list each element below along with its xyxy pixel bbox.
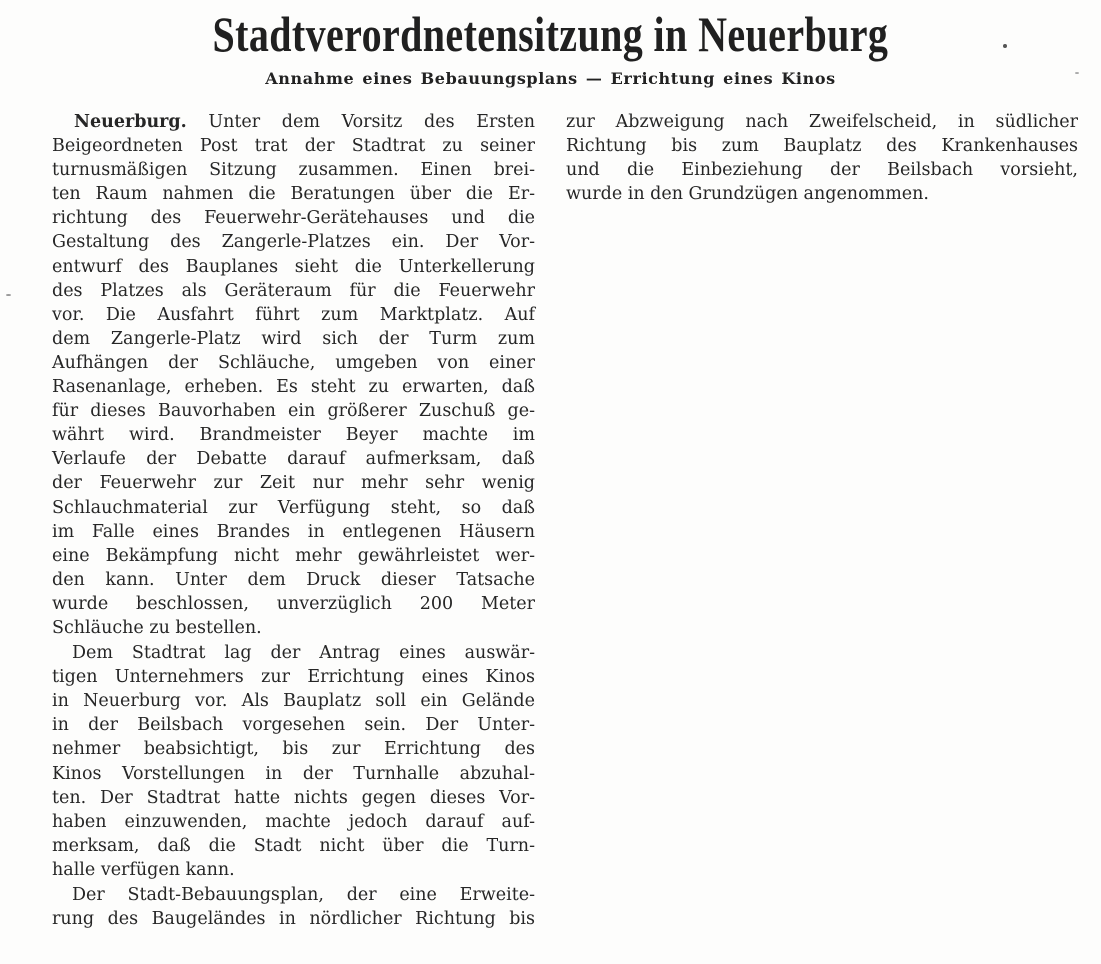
text-line: in der Beilsbach vorgesehen sein. Der Unter- xyxy=(52,715,535,736)
text-line: tigen Unternehmers zur Errichtung eines Kinos xyxy=(52,667,535,688)
text-line: der Feuerwehr zur Zeit nur mehr sehr wenig xyxy=(52,473,535,494)
text-line: Kinos Vorstellungen in der Turnhalle abzuhal- xyxy=(52,763,535,784)
print-speck xyxy=(1075,72,1079,74)
article-subheadline: Annahme eines Bebauungsplans — Errichtung eines Kinos xyxy=(265,69,836,88)
text-line: Verlaufe der Debatte darauf aufmerksam, daß xyxy=(52,449,535,470)
text-line: im Falle eines Brandes in entlegenen Häusern xyxy=(52,521,535,542)
text-line: richtung des Feuerwehr-Gerätehauses und die xyxy=(52,208,535,229)
text-line: ten Raum nahmen die Beratungen über die Er- xyxy=(52,184,535,205)
text-line: Schläuche zu bestellen. xyxy=(52,617,262,638)
paragraph-1 xyxy=(52,110,535,640)
text-line: entwurf des Bauplanes sieht die Unterkellerung xyxy=(52,256,535,277)
text-line: Dem Stadtrat lag der Antrag eines auswär- xyxy=(72,643,535,664)
text-line: ten. Der Stadtrat hatte nichts gegen dieses Vor- xyxy=(52,787,535,808)
print-speck xyxy=(6,294,11,296)
text-line: vor. Die Ausfahrt führt zum Marktplatz. Auf xyxy=(52,304,535,325)
text-line: eine Bekämpfung nicht mehr gewährleistet wer- xyxy=(52,545,535,566)
paragraph-2 xyxy=(52,641,535,882)
article-column-left xyxy=(52,110,535,931)
text-line: halle verfügen kann. xyxy=(52,859,235,880)
text-line: und die Einbeziehung der Beilsbach vorsieht, xyxy=(566,160,1078,181)
text-line: zur Abzweigung nach Zweifelscheid, in südlicher xyxy=(566,112,1078,132)
text-line: wurde in den Grundzügen angenommen. xyxy=(566,184,929,205)
text-line: für dieses Bauvorhaben ein größerer Zuschuß ge- xyxy=(52,401,535,422)
text-line: Gestaltung des Zangerle-Platzes ein. Der Vor- xyxy=(52,232,535,253)
print-speck xyxy=(1003,44,1007,48)
text-line: des Platzes als Geräteraum für die Feuerwehr xyxy=(52,280,535,301)
article-headline: Stadtverordnetensitzung in Neuerburg xyxy=(212,6,889,62)
text-line: merksam, daß die Stadt nicht über die Turn- xyxy=(52,835,535,856)
text-line: haben einzuwenden, machte jedoch darauf auf- xyxy=(52,811,535,832)
paragraph-3-continued xyxy=(566,110,1078,206)
text-line: wurde beschlossen, unverzüglich 200 Meter xyxy=(52,593,535,614)
article-column-right xyxy=(566,110,1078,206)
text-line: nehmer beabsichtigt, bis zur Errichtung des xyxy=(52,739,535,760)
text-line: währt wird. Brandmeister Beyer machte im xyxy=(52,425,535,446)
lead-word: Neuerburg. xyxy=(74,112,187,132)
text-line: dem Zangerle-Platz wird sich der Turm zum xyxy=(52,328,535,349)
text-line: Rasenanlage, erheben. Es steht zu erwarten, daß xyxy=(52,377,535,398)
paragraph-3 xyxy=(52,883,535,931)
text-line: Beigeordneten Post trat der Stadtrat zu seiner xyxy=(52,136,535,157)
text-line: rung des Baugeländes in nördlicher Richtung bis xyxy=(52,909,535,930)
text-line: in Neuerburg vor. Als Bauplatz soll ein Gelände xyxy=(52,691,535,712)
text-line: Aufhängen der Schläuche, umgeben von einer xyxy=(52,352,535,373)
text-line: Richtung bis zum Bauplatz des Krankenhauses xyxy=(566,136,1078,157)
text-line: Der Stadt-Bebauungsplan, der eine Erweite- xyxy=(72,885,535,905)
text-line: Schlauchmaterial zur Verfügung steht, so daß xyxy=(52,497,535,518)
text-line: turnusmäßigen Sitzung zusammen. Einen brei- xyxy=(52,160,535,181)
text-line: Neuerburg. Unter dem Vorsitz des Ersten xyxy=(74,112,535,132)
text-line: den kann. Unter dem Druck dieser Tatsache xyxy=(52,569,535,590)
